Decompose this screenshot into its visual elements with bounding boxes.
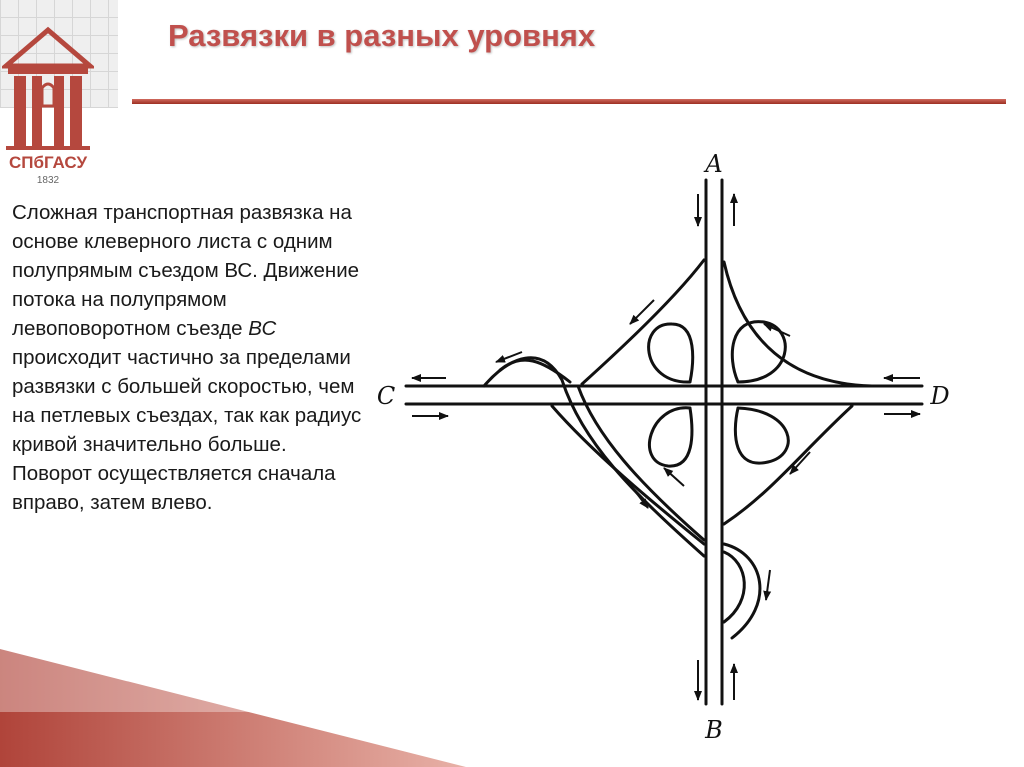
description-part-1: Сложная транспортная развязка на основе клеверного листа с одним полупрямым съездом ВС. Движение потока на полупрямом левоповоротном съезде	[12, 201, 360, 340]
description-emphasis: ВС	[248, 317, 277, 340]
ramp-south-loop	[724, 544, 760, 638]
university-logo	[2, 26, 94, 186]
title-divider	[132, 99, 1006, 104]
loop-nw	[649, 324, 693, 382]
loop-sw	[649, 408, 691, 466]
ramp-bc-outer	[484, 358, 704, 556]
loop-se	[735, 408, 788, 463]
logo-year: 1832	[36, 175, 60, 186]
ramp-south-return	[724, 552, 744, 622]
ramp-c-entry	[500, 360, 570, 382]
ramp-nw-diagonal	[582, 260, 704, 384]
label-north: A	[705, 152, 723, 178]
label-west: C	[376, 382, 396, 410]
interchange-diagram	[372, 152, 972, 752]
arrow-ramp-south	[766, 570, 770, 600]
arrow-ramp-inner	[664, 468, 684, 486]
label-east: D	[930, 382, 950, 410]
description-part-2: происходит частично за пределами развязки с большей скоростью, чем на петлевых съездах, так как радиус кривой значительно больше. Поворот осуществляется сначала вправо, затем влево.	[12, 346, 362, 514]
ramp-sw-diagonal	[552, 406, 704, 544]
description-text	[12, 198, 362, 517]
logo-label: СПбГАСУ	[8, 153, 88, 172]
ramp-se-diagonal	[724, 406, 852, 524]
label-south: B	[705, 716, 723, 744]
arrow-ramp-ne	[764, 324, 790, 336]
slide-title: Развязки в разных уровнях	[168, 18, 596, 53]
